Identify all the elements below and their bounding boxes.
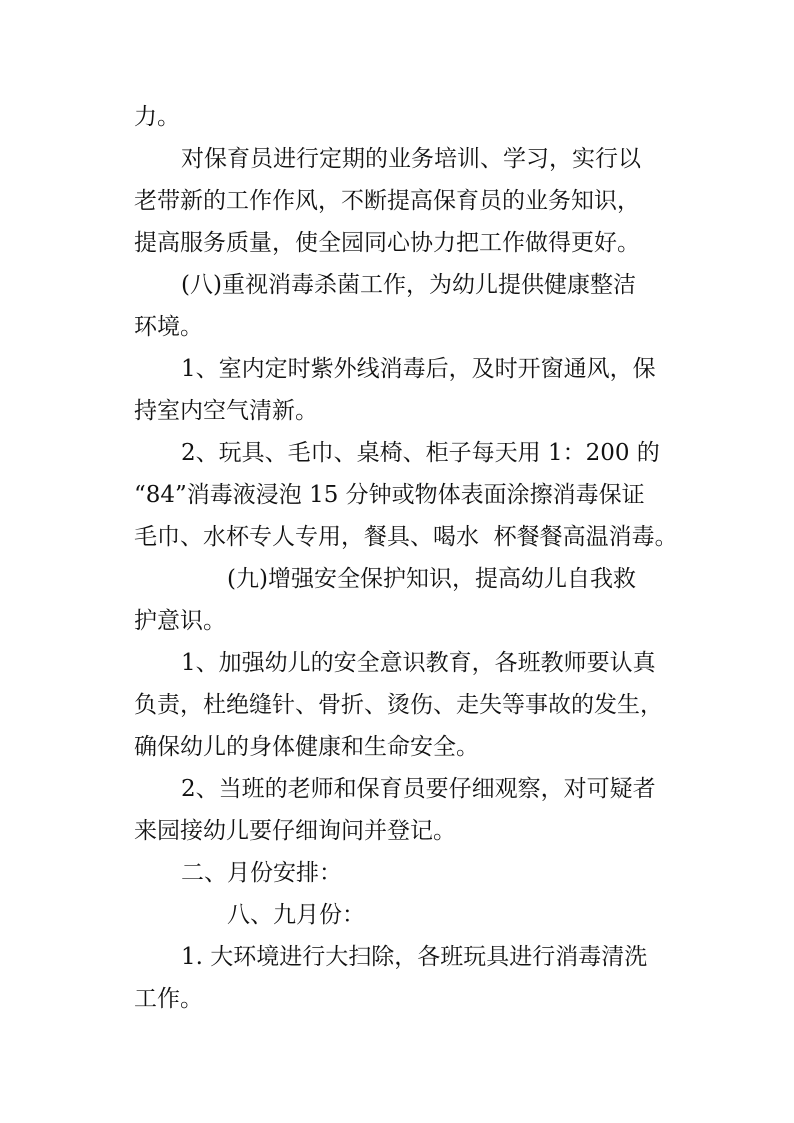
text-line: “84”消毒液浸泡 15 分钟或物体表面涂擦消毒保证 [134, 482, 645, 508]
text-line: 老带新的工作作风，不断提高保育员的业务知识， [134, 188, 640, 214]
subsection-heading: 八、九月份： [227, 902, 365, 928]
text-line: 1、室内定时紫外线消毒后，及时开窗通风，保 [181, 356, 656, 382]
text-line: 1. 大环境进行大扫除，各班玩具进行消毒清洗 [181, 944, 648, 970]
text-line: 2、当班的老师和保育员要仔细观察，对可疑者 [181, 776, 656, 802]
text-line: 2、玩具、毛巾、桌椅、柜子每天用 1：200 的 [181, 440, 660, 466]
text-line: 力。 [134, 104, 180, 130]
text-line: 1、加强幼儿的安全意识教育，各班教师要认真 [181, 650, 656, 676]
text-line: 来园接幼儿要仔细询问并登记。 [134, 818, 456, 844]
section-heading: 环境。 [134, 314, 203, 340]
section-heading: 护意识。 [134, 608, 226, 634]
text-line: 毛巾、水杯专人专用，餐具、喝水 杯餐餐高温消毒。 [134, 524, 678, 550]
section-heading: (九)增强安全保护知识，提高幼儿自我救 [227, 566, 636, 592]
text-line: 工作。 [134, 986, 203, 1012]
text-line: 对保育员进行定期的业务培训、学习，实行以 [181, 146, 641, 172]
text-line: 提高服务质量，使全园同心协力把工作做得更好。 [134, 230, 640, 256]
text-line: 确保幼儿的身体健康和生命安全。 [134, 734, 479, 760]
section-heading: 二、月份安排： [181, 860, 342, 886]
text-line: 负责，杜绝缝针、骨折、烫伤、走失等事故的发生， [134, 692, 663, 718]
section-heading: (八)重视消毒杀菌工作，为幼儿提供健康整洁 [181, 272, 636, 298]
text-line: 持室内空气清新。 [134, 398, 318, 424]
